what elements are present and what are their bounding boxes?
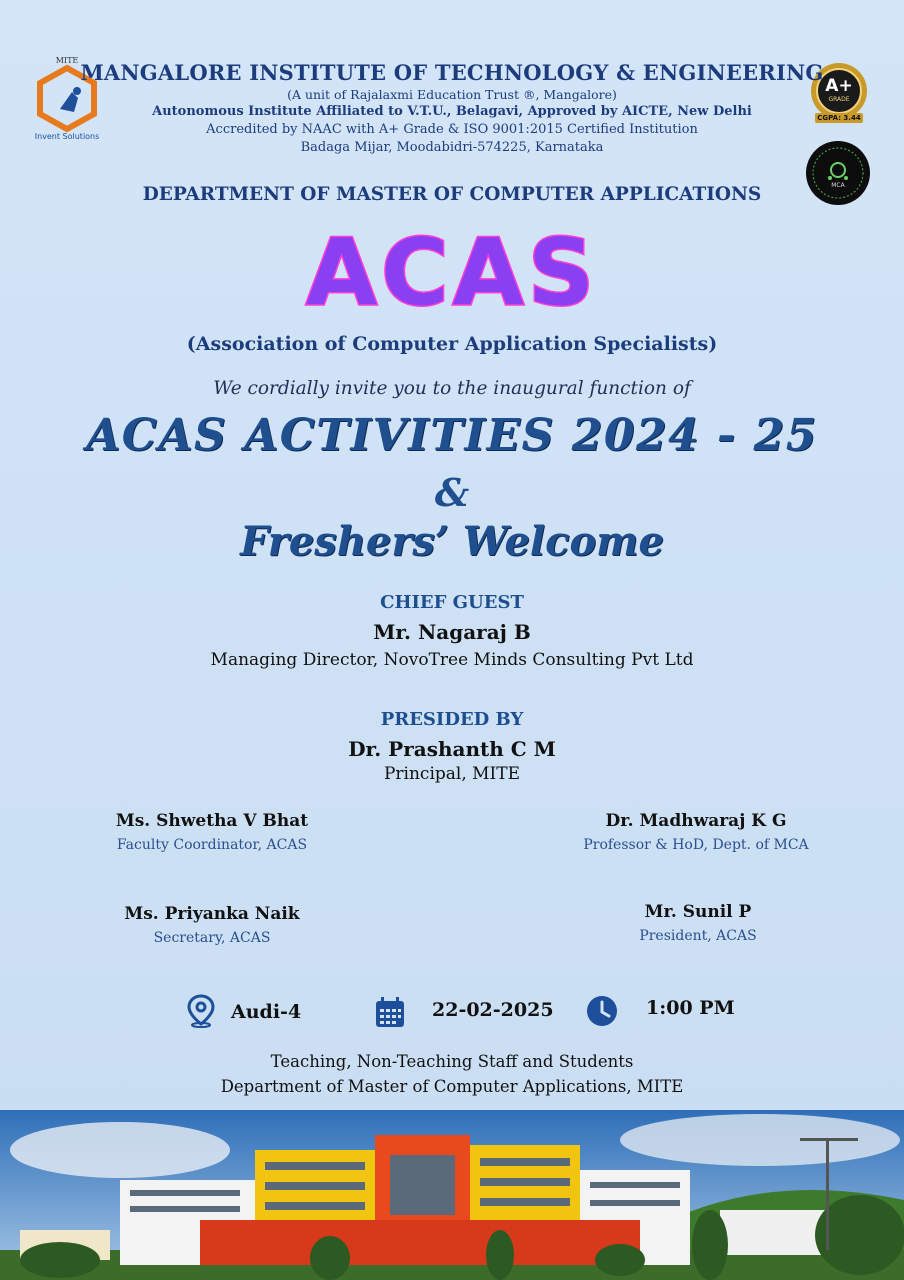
organiser-role: Professor & HoD, Dept. of MCA (583, 837, 809, 853)
footer-line-2: Department of Master of Computer Applications, MITE (220, 1077, 684, 1096)
organiser-role: President, ACAS (639, 928, 757, 944)
department-title: DEPARTMENT OF MASTER OF COMPUTER APPLICATIONS (142, 184, 762, 205)
clock-icon (586, 995, 618, 1027)
calendar-icon (374, 995, 406, 1029)
mite-logo-tagline: Invent Solutions (34, 132, 100, 141)
naac-grade: A+ (825, 76, 853, 96)
event-venue: Audi-4 (231, 1001, 302, 1023)
acas-logo (0, 222, 904, 322)
footer-line-1: Teaching, Non-Teaching Staff and Students (270, 1052, 634, 1071)
campus-building-photo (0, 1110, 904, 1280)
presided-by-role: Principal, MITE (383, 764, 521, 784)
event-time: 1:00 PM (646, 997, 735, 1019)
institute-accreditation: Accredited by NAAC with A+ Grade & ISO 9001:2015 Certified Institution (206, 122, 698, 137)
institute-unit: (A unit of Rajalaxmi Education Trust ®, Mangalore) (287, 87, 617, 102)
institute-name: MANGALORE INSTITUTE OF TECHNOLOGY & ENGINEERING (80, 60, 824, 85)
organiser-name: Ms. Priyanka Naik (124, 904, 300, 924)
naac-grade-label: GRADE (828, 96, 850, 103)
organiser-name: Mr. Sunil P (644, 902, 752, 922)
presided-by-name: Dr. Prashanth C M (348, 737, 556, 761)
organiser-role: Secretary, ACAS (153, 930, 271, 946)
organiser-card (92, 904, 332, 946)
mite-logo-label: MITE (55, 56, 79, 65)
title-ampersand: & (434, 470, 470, 515)
acas-seal-label: MCA (831, 182, 845, 189)
presided-by-heading: PRESIDED BY (380, 709, 524, 730)
organiser-card (578, 902, 818, 944)
acas-full-form: (Association of Computer Application Specialists) (186, 333, 718, 355)
event-subtitle: Freshers’ Welcome (240, 518, 664, 565)
naac-cgpa: CGPA: 3.44 (817, 114, 861, 122)
organiser-name: Dr. Madhwaraj K G (605, 811, 787, 831)
institute-address: Badaga Mijar, Moodabidri-574225, Karnataka (300, 140, 604, 155)
institute-affiliation: Autonomous Institute Affiliated to V.T.U., Belagavi, Approved by AICTE, New Delhi (152, 104, 752, 119)
organiser-card (92, 811, 332, 853)
event-title: ACAS ACTIVITIES 2024 - 25 (86, 410, 818, 461)
acas-logo-text: ACAS (305, 222, 599, 322)
invitation-line: We cordially invite you to the inaugural function of (213, 378, 691, 399)
location-pin-icon (186, 994, 216, 1028)
organiser-role: Faculty Coordinator, ACAS (116, 837, 308, 853)
event-date: 22-02-2025 (432, 999, 554, 1021)
chief-guest-role: Managing Director, NovoTree Minds Consulting Pvt Ltd (210, 650, 694, 670)
chief-guest-name: Mr. Nagaraj B (373, 620, 531, 644)
chief-guest-heading: CHIEF GUEST (380, 592, 524, 613)
organiser-name: Ms. Shwetha V Bhat (115, 811, 309, 831)
organiser-card (566, 811, 826, 853)
